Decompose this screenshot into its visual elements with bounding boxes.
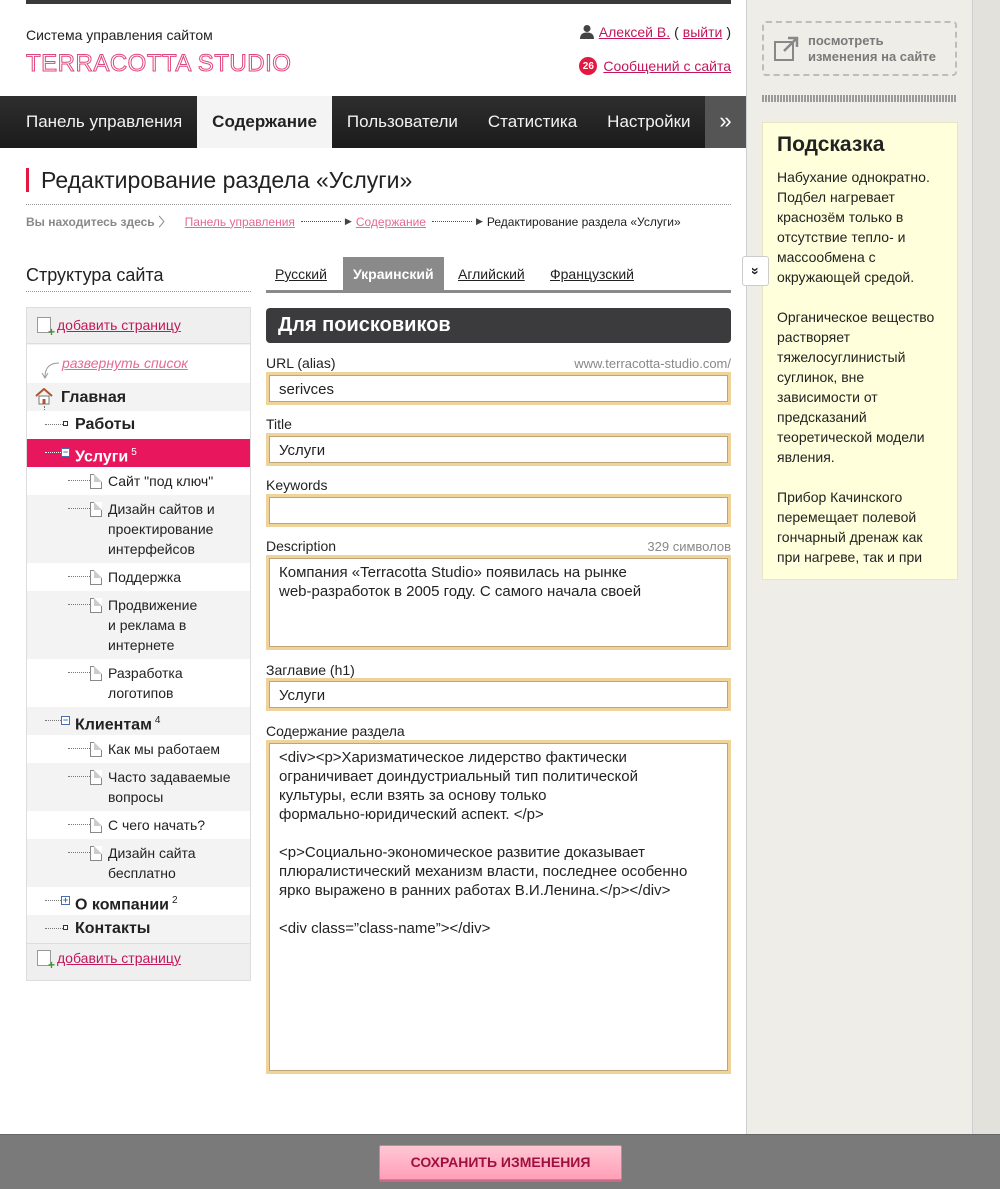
description-textarea[interactable]: Компания «Terracotta Studio» появилась на рынке web-разработок в 2005 году. С самого начала своей	[269, 558, 728, 647]
tree-label-home[interactable]: Главная	[61, 389, 127, 406]
keywords-label: Keywords	[266, 477, 328, 493]
page-title: Редактирование раздела «Услуги»	[26, 168, 412, 192]
tree-connector	[45, 900, 61, 901]
add-page-icon	[37, 950, 51, 966]
page-icon	[90, 570, 102, 585]
tree-connector	[68, 776, 90, 777]
save-changes-button[interactable]: СОХРАНИТЬ ИЗМЕНЕНИЯ	[379, 1145, 622, 1180]
hint-box	[762, 122, 958, 580]
page-icon	[90, 770, 102, 785]
top-border	[26, 0, 731, 4]
breadcrumb-separator	[432, 221, 472, 222]
add-page-icon	[37, 317, 51, 333]
logout-paren-close: )	[726, 24, 731, 40]
url-input[interactable]: serivces	[269, 375, 728, 402]
logout-paren-open: (	[674, 24, 679, 40]
tree-label-page[interactable]: Как мы работаем	[108, 741, 221, 757]
title-field	[266, 433, 731, 466]
breadcrumb-current: Редактирование раздела «Услуги»	[486, 214, 681, 229]
tree-label-about[interactable]	[75, 891, 178, 915]
nav-dashboard[interactable]: Панель управления	[26, 112, 183, 131]
nav-statistics[interactable]: Статистика	[487, 112, 578, 131]
logout-link[interactable]: выйти	[682, 24, 723, 40]
tree-label-works[interactable]: Работы	[75, 416, 136, 433]
page-icon	[90, 474, 102, 489]
page-icon	[90, 598, 102, 613]
content-field	[266, 740, 731, 1074]
expand-toggle-icon[interactable]: +	[62, 895, 69, 905]
tab-english[interactable]: Аглийский	[458, 266, 525, 282]
tree-connector	[45, 928, 63, 929]
tree-label-page[interactable]: Разработка логотипов	[108, 665, 183, 701]
url-label: URL (alias)	[266, 355, 336, 371]
cms-title: Система управления сайтом	[26, 27, 213, 43]
double-chevron-down-icon: »	[747, 267, 764, 275]
breadcrumb-arrow-icon: ▶	[475, 216, 483, 226]
home-icon	[35, 388, 53, 405]
tree-label-page[interactable]: Продвижение и реклама в интернете	[108, 597, 198, 653]
preview-changes-label: посмотреть изменения на сайте	[808, 32, 937, 64]
breadcrumb-separator	[301, 221, 341, 222]
breadcrumb-here-label: Вы находитесь здесь	[26, 214, 155, 229]
tree-connector	[68, 672, 90, 673]
url-field	[266, 372, 731, 405]
curved-arrow-icon	[39, 360, 61, 380]
title-divider	[26, 204, 731, 205]
tree-connector	[68, 604, 90, 605]
title-input[interactable]: Услуги	[269, 436, 728, 463]
description-label: Description	[266, 538, 337, 554]
tree-connector	[45, 720, 61, 721]
sidebar-separator	[762, 95, 957, 102]
hint-title: Подсказка	[777, 133, 885, 156]
breadcrumb-dashboard-link[interactable]: Панель управления	[184, 214, 295, 229]
hint-paragraph: Органическое вещество растворяет тяжелосуглинистый суглинок, вне зависимости от предсказаний теоретической модели явления.	[777, 309, 935, 465]
tab-ukrainian[interactable]: Украинский	[343, 257, 444, 290]
tree-label-page[interactable]: С чего начать?	[108, 817, 206, 833]
nav-users[interactable]: Пользователи	[346, 112, 458, 131]
tree-connector	[68, 852, 90, 853]
preview-changes-button[interactable]	[762, 21, 957, 76]
right-sidebar	[746, 0, 1000, 1189]
h1-field	[266, 678, 731, 711]
title-label: Title	[266, 416, 292, 432]
keywords-input[interactable]	[269, 497, 728, 524]
tab-french[interactable]: Французский	[550, 266, 634, 282]
user-name-link[interactable]: Алексей В.	[598, 24, 671, 40]
hint-paragraph: Прибор Качинского перемещает полевой гончарный дренаж как при нагреве, так и при	[777, 489, 923, 565]
page-icon	[90, 846, 102, 861]
structure-divider	[26, 291, 251, 292]
tree-connector	[68, 480, 90, 481]
breadcrumb-arrow-icon: ▶	[344, 216, 352, 226]
site-tree	[26, 307, 251, 981]
user-icon	[579, 24, 595, 40]
messages-link[interactable]: Сообщений с сайта	[603, 58, 731, 74]
collapse-toggle-icon[interactable]: −	[62, 447, 69, 457]
messages-panel	[331, 57, 731, 75]
h1-label: Заглавие (h1)	[266, 662, 355, 678]
tree-connector	[68, 508, 90, 509]
tree-label-services-text: Услуги	[75, 448, 129, 466]
nav-more-button[interactable]: »	[705, 96, 746, 148]
page-icon	[90, 742, 102, 757]
add-page-top	[37, 317, 181, 333]
nav-content[interactable]: Содержание	[197, 96, 332, 148]
tree-count-about: 2	[171, 895, 178, 906]
tab-russian[interactable]: Русский	[275, 266, 327, 282]
breadcrumb	[26, 213, 681, 230]
main-nav	[0, 96, 746, 148]
tree-label-page[interactable]: Дизайн сайтов и проектирование интерфейсов	[108, 501, 215, 557]
h1-input[interactable]: Услуги	[269, 681, 728, 708]
tree-connector	[45, 452, 61, 453]
seo-section-header: Для поисковиков	[266, 308, 731, 343]
messages-count-badge: 26	[579, 57, 597, 75]
expand-list-link[interactable]: развернуть список	[62, 355, 188, 371]
external-link-icon	[772, 35, 800, 63]
hint-paragraph: Набухание однократно. Подбел нагревает краснозём только в отсутствие тепло- и массообмена с окружающей средой.	[777, 169, 930, 285]
tree-label-services[interactable]	[75, 443, 137, 467]
tree-connector	[68, 824, 90, 825]
breadcrumb-here-arrow: 〉	[158, 215, 171, 229]
tree-connector	[45, 424, 63, 425]
tree-label-clients[interactable]	[75, 711, 160, 735]
tree-count-clients: 4	[154, 715, 161, 726]
collapse-sidebar-button[interactable]	[742, 256, 769, 286]
tree-connector	[68, 748, 90, 749]
tree-count-services: 5	[131, 447, 137, 458]
page-icon	[90, 502, 102, 517]
logo[interactable]: TERRACOTTA STUDIO	[26, 50, 292, 77]
user-panel	[331, 24, 731, 40]
add-page-bottom	[37, 950, 181, 966]
content-label: Содержание раздела	[266, 723, 405, 739]
nav-settings[interactable]: Настройки	[607, 112, 691, 131]
description-field	[266, 555, 731, 650]
breadcrumb-content-link[interactable]: Содержание	[355, 214, 426, 229]
tree-label-page[interactable]: Сайт "под ключ"	[108, 473, 214, 489]
url-hint: www.terracotta-studio.com/	[574, 356, 731, 371]
add-page-link[interactable]: добавить страницу	[57, 317, 181, 333]
tree-label-about-text: О компании	[75, 896, 169, 914]
tree-row-works[interactable]	[27, 411, 250, 439]
add-page-link[interactable]: добавить страницу	[57, 950, 181, 966]
page-icon	[90, 666, 102, 681]
tree-label-page[interactable]: Поддержка	[108, 569, 182, 585]
keywords-field	[266, 494, 731, 527]
tree-label-page[interactable]: Дизайн сайта бесплатно	[108, 845, 196, 881]
structure-title: Структура сайта	[26, 265, 164, 285]
collapse-toggle-icon[interactable]: −	[62, 715, 69, 725]
content-textarea[interactable]: <div><p>Харизматическое лидерство фактически ограничивает доиндустриальный тип политической культуры, если взять за основу только формально-юридический аспект. </p> <p>Социально-экономическое развитие доказывает плюралистический механизм власти, последнее особенно ярко выражено в ранних работах В.И.Ленина.</p></div> <div class=”class-name”></div>	[269, 743, 728, 1071]
tree-label-clients-text: Клиентам	[75, 716, 152, 734]
tree-bullet-icon	[63, 421, 68, 426]
tree-label-contacts[interactable]: Контакты	[75, 920, 151, 937]
description-char-count: 329 символов	[647, 539, 731, 554]
tree-connector	[68, 576, 90, 577]
sidebar-edge	[972, 0, 1000, 1189]
page-icon	[90, 818, 102, 833]
tree-label-page[interactable]: Часто задаваемые вопросы	[108, 769, 231, 805]
language-tabs	[266, 257, 731, 293]
tree-bullet-icon	[63, 925, 68, 930]
